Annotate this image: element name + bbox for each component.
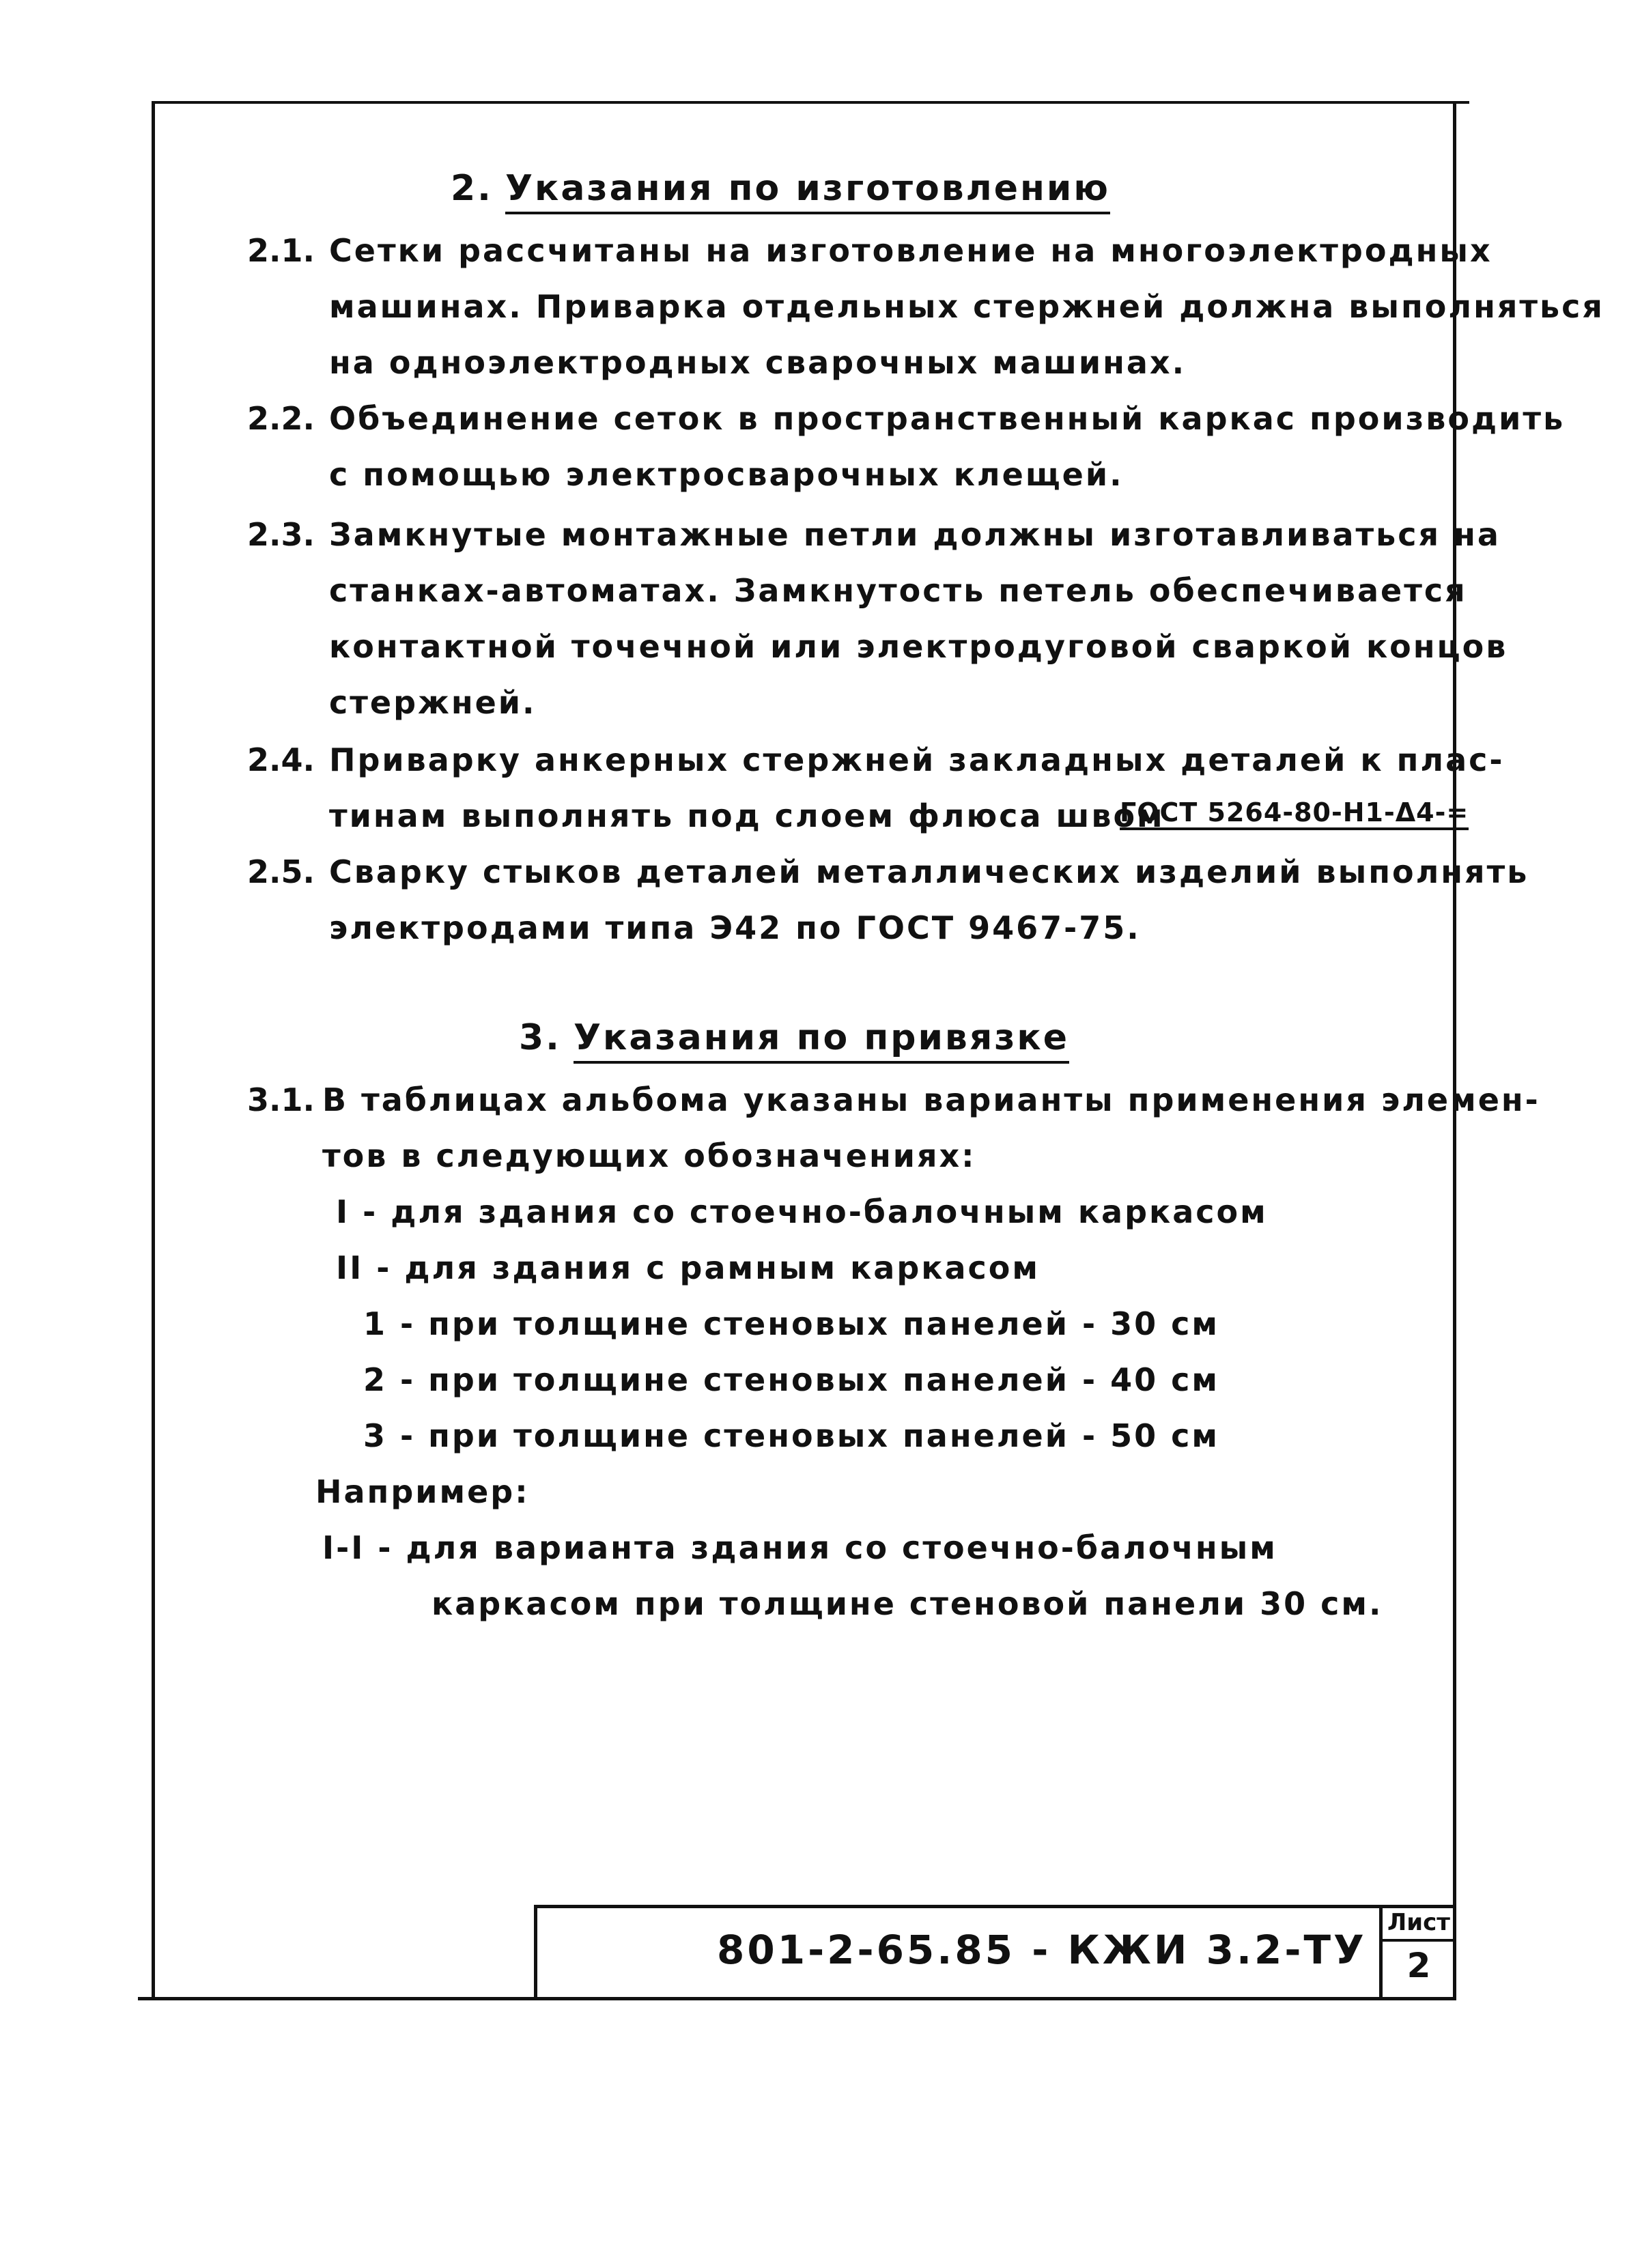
item-2-1-number: 2.1.	[247, 232, 315, 269]
sheet-label: Лист	[1387, 1909, 1450, 1936]
item-2-5-number: 2.5.	[247, 853, 315, 890]
thickness-2-line: 2 - при толщине стеновых панелей - 40 см	[363, 1361, 1219, 1398]
example-line-2: каркасом при толщине стеновой панели 30 см.	[431, 1585, 1383, 1622]
example-label: Например:	[315, 1473, 530, 1510]
section-2-number: 2.	[451, 168, 493, 209]
section-2-heading	[451, 168, 1110, 209]
section-3-heading	[519, 1017, 1069, 1058]
item-3-1-line-1: В таблицах альбома указаны варианты применения элемен-	[322, 1081, 1540, 1118]
section-3-title: Указания по привязке	[574, 1017, 1069, 1064]
item-2-4-line-2: тинам выполнять под слоем флюса швом	[329, 797, 1165, 834]
item-2-3-line-2: станках-автоматах. Замкнутость петель обеспечивается	[329, 572, 1467, 609]
item-2-3-line-4: стержней.	[329, 684, 537, 721]
frame-right-border	[1453, 102, 1456, 2000]
item-3-1-line-2: тов в следующих обозначениях:	[322, 1137, 976, 1174]
item-2-2-number: 2.2.	[247, 400, 315, 437]
section-3-number: 3.	[519, 1017, 561, 1058]
variant-1-line: I - для здания со стоечно-балочным каркасом	[336, 1193, 1268, 1230]
variant-2-line: II - для здания с рамным каркасом	[336, 1249, 1040, 1286]
item-2-1-line-3: на одноэлектродных сварочных машинах.	[329, 344, 1187, 381]
item-2-3-number: 2.3.	[247, 516, 315, 553]
sheet-cell-divider	[1379, 1939, 1453, 1942]
item-2-3-line-3: контактной точечной или электродуговой сваркой концов	[329, 628, 1508, 665]
item-2-5-line-1: Сварку стыков деталей металлических изделий выполнять	[329, 853, 1529, 890]
example-line-1: I-I - для варианта здания со стоечно-балочным	[322, 1529, 1277, 1566]
item-2-3-line-1: Замкнутые монтажные петли должны изготавливаться на	[329, 516, 1501, 553]
item-2-2-line-2: с помощью электросварочных клещей.	[329, 456, 1124, 493]
item-2-4-number: 2.4.	[247, 741, 315, 778]
document-code: 801-2-65.85 - КЖИ 3.2-ТУ	[717, 1927, 1367, 1973]
frame-top-border	[152, 101, 1469, 104]
item-2-4-line-1: Приварку анкерных стержней закладных деталей к плас-	[329, 741, 1505, 778]
section-2-title: Указания по изготовлению	[505, 168, 1110, 214]
item-3-1-number: 3.1.	[247, 1081, 315, 1118]
thickness-3-line: 3 - при толщине стеновых панелей - 50 см	[363, 1417, 1219, 1454]
thickness-1-line: 1 - при толщине стеновых панелей - 30 см	[363, 1305, 1219, 1342]
sheet-number: 2	[1406, 1946, 1431, 1985]
item-2-1-line-2: машинах. Приварка отдельных стержней должна выполняться	[329, 288, 1604, 325]
frame-left-border	[152, 102, 155, 2000]
item-2-2-line-1: Объединение сеток в пространственный каркас производить	[329, 400, 1566, 437]
item-2-1-line-1: Сетки рассчитаны на изготовление на многоэлектродных	[329, 232, 1492, 269]
weld-symbol-mark: ГОСТ 5264-80-Н1-Δ4-=	[1120, 797, 1469, 830]
item-2-5-line-2: электродами типа Э42 по ГОСТ 9467-75.	[329, 909, 1141, 946]
